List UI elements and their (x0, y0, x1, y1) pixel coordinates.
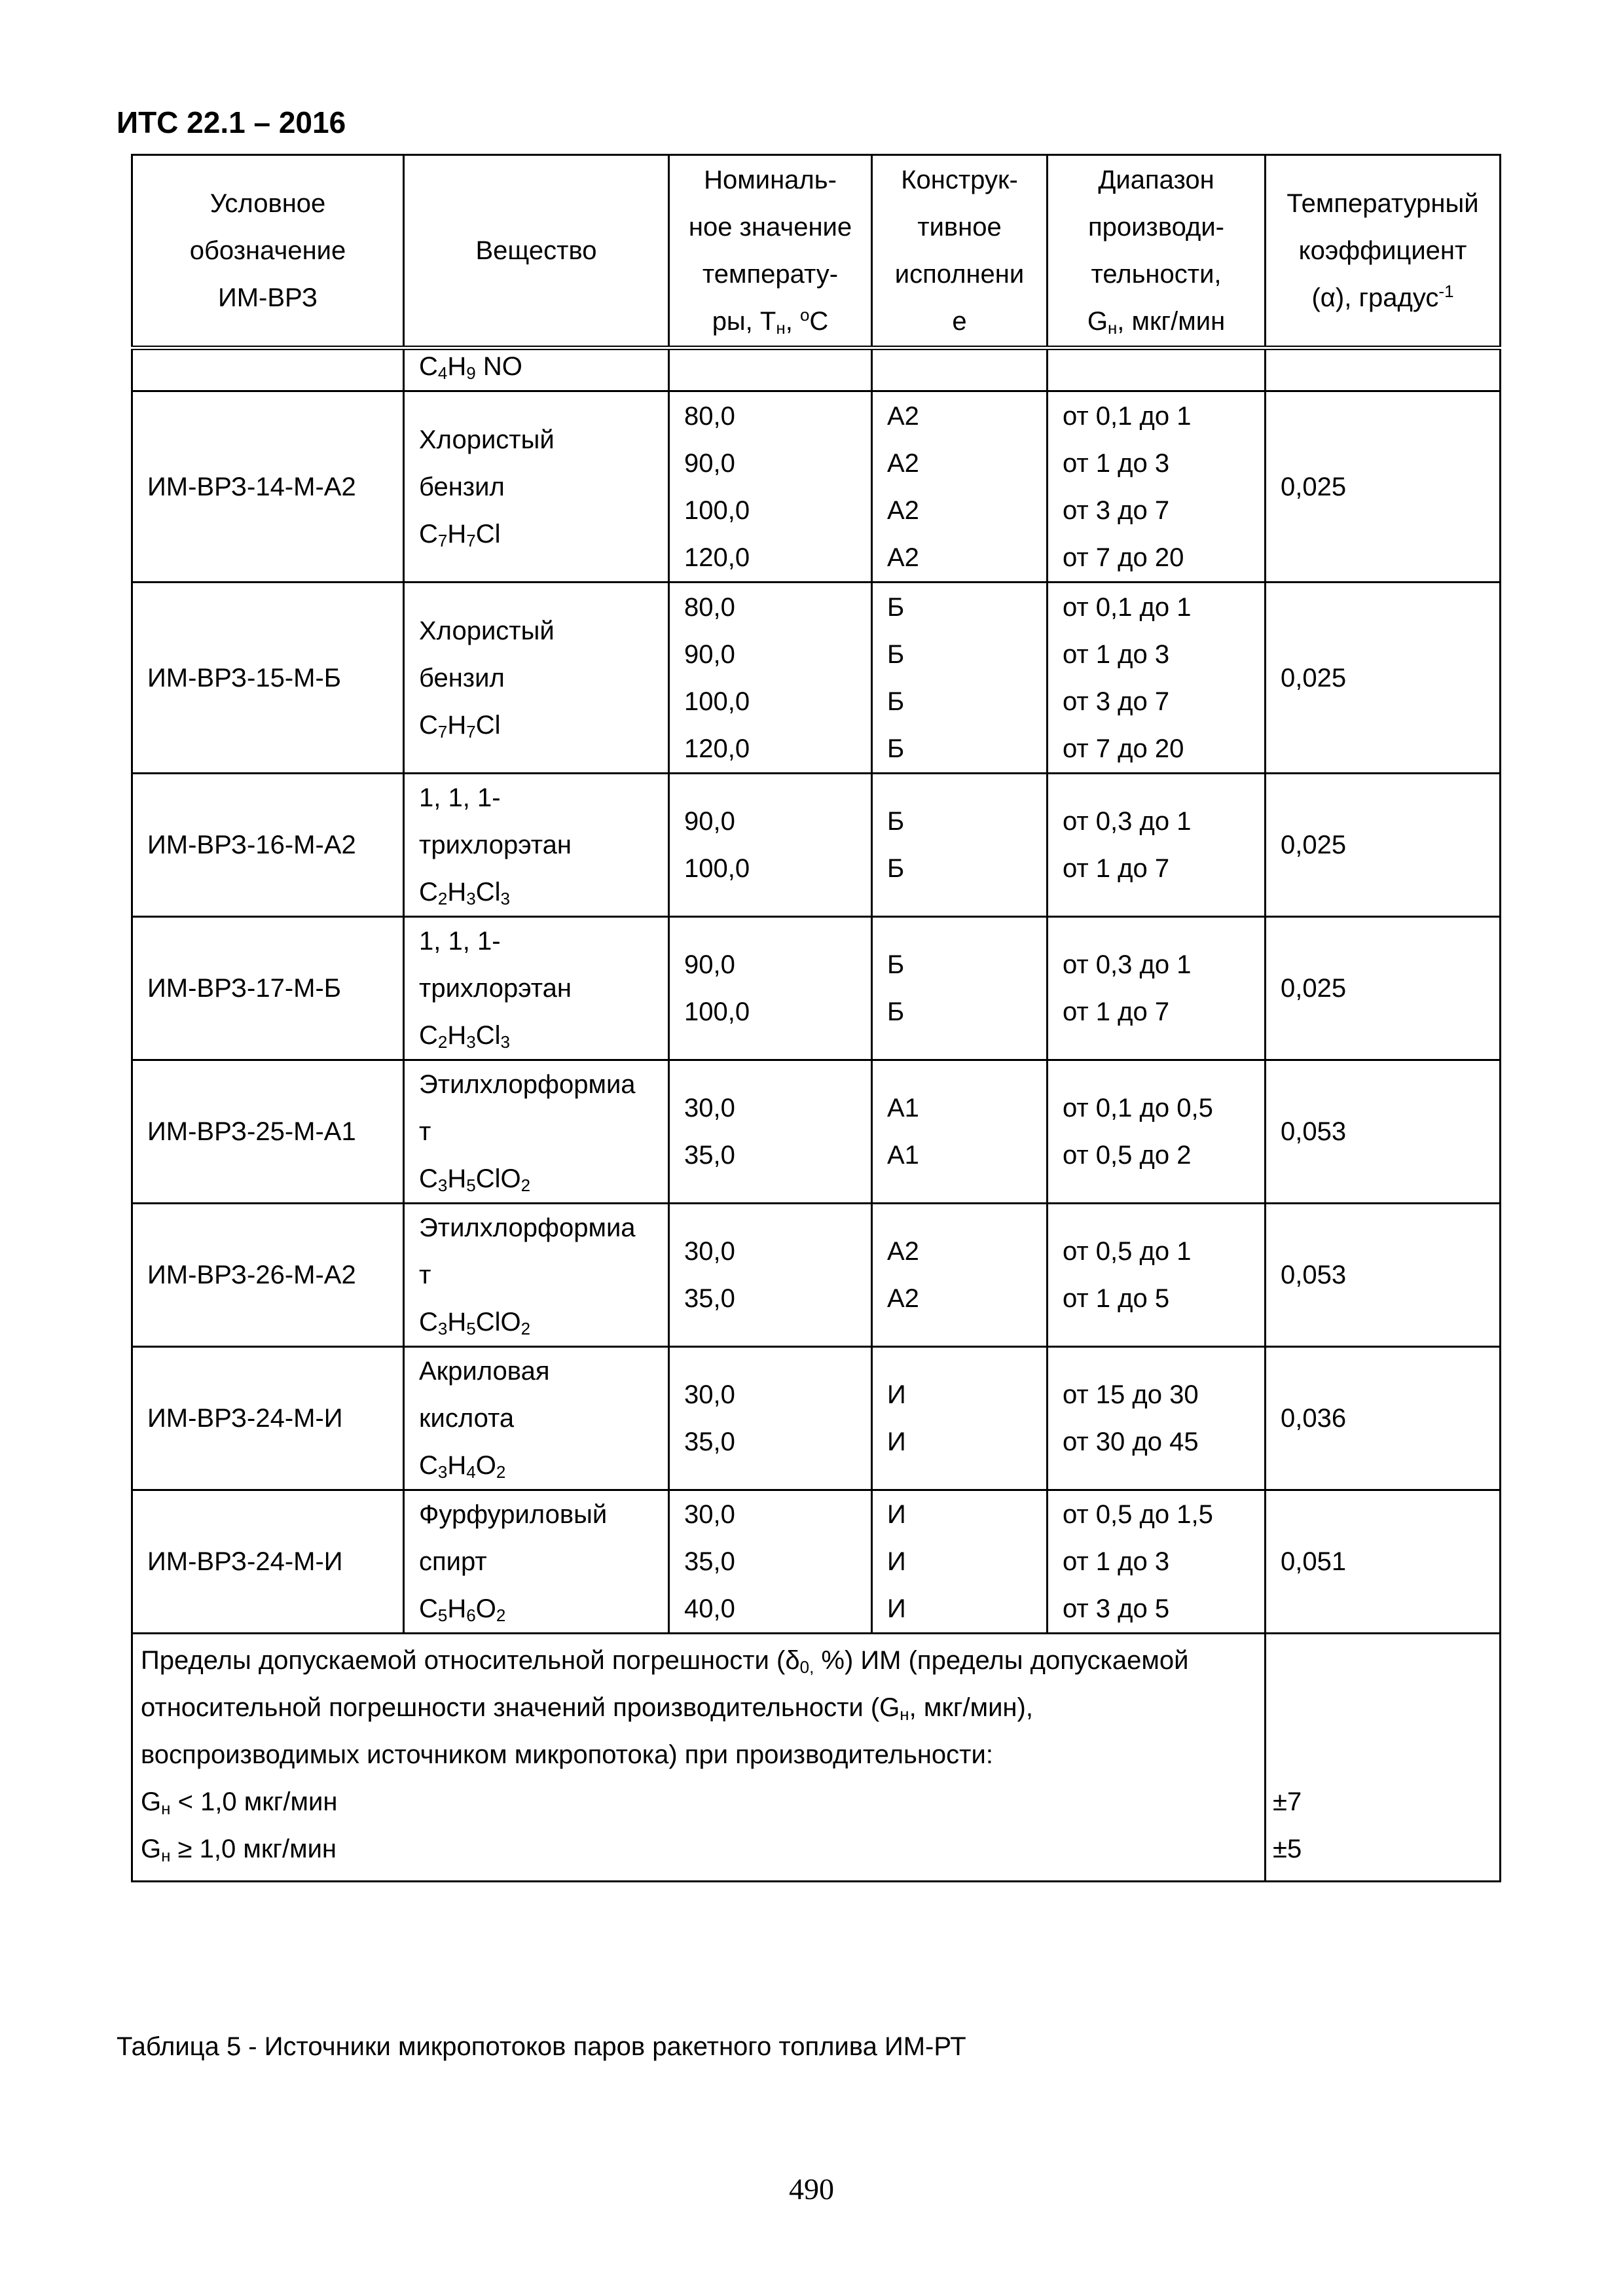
temperature-value: 90,0 (684, 639, 735, 669)
continuation-row (132, 348, 1501, 391)
design-value: А2 (887, 543, 919, 572)
designation-cell: ИМ-ВРЗ-14-М-А2 (132, 391, 404, 583)
footer-condition (141, 1778, 1250, 1825)
footer-text-part: %) ИМ (пределы допускаемой (814, 1646, 1189, 1675)
temperature-value: 90,0 (684, 807, 735, 836)
design-cell (872, 1060, 1048, 1204)
formula-part: C (419, 1021, 438, 1050)
footer-note (132, 1634, 1266, 1882)
range-cell (1048, 391, 1266, 583)
design-value: И (887, 1594, 906, 1623)
header-temperature-part: ры, Т (712, 307, 776, 336)
header-row (132, 155, 1501, 348)
formula-part: Cl (475, 878, 501, 906)
formula-part: C (419, 1308, 438, 1336)
header-temperature-part: С (809, 307, 829, 336)
temperature-value: 35,0 (684, 1427, 735, 1456)
formula-part: H (447, 352, 467, 381)
design-value: А2 (887, 1237, 919, 1266)
temperature-value: 100,0 (684, 997, 750, 1026)
range-value: от 0,5 до 1,5 (1063, 1500, 1213, 1529)
formula-sub: 5 (466, 1175, 476, 1195)
footer-text-part: G (141, 1787, 162, 1816)
footer-sub: 0, (799, 1657, 814, 1677)
formula-sub: 3 (466, 1032, 476, 1052)
designation-cell: ИМ-ВРЗ-24-М-И (132, 1347, 404, 1490)
substance-formula (419, 1155, 653, 1202)
substance-name-line: 1, 1, 1- (419, 927, 501, 956)
substance-name-line: Этилхлорформиа (419, 1213, 636, 1242)
formula-part: Cl (475, 519, 501, 548)
substance-formula (419, 869, 653, 916)
formula-part: C (419, 352, 438, 381)
temperature-value: 40,0 (684, 1594, 735, 1623)
substance-name-line: Хлористый (419, 616, 555, 645)
formula-sub: 9 (466, 363, 476, 383)
design-value: И (887, 1380, 906, 1409)
formula-part: H (447, 1594, 467, 1623)
header-designation-line: ИМ-ВРЗ (217, 283, 318, 312)
header-temperature-sub: н (776, 318, 786, 338)
substance-cell (404, 774, 669, 917)
formula-sub: 3 (500, 1032, 510, 1052)
range-cell (1048, 1060, 1266, 1204)
cell (132, 348, 404, 391)
designation-cell: ИМ-ВРЗ-25-М-А1 (132, 1060, 404, 1204)
header-temperature-line: температу- (702, 260, 839, 289)
header-design-line: е (952, 307, 967, 336)
formula-part: ClO (475, 1164, 521, 1193)
coefficient-cell: 0,053 (1266, 1060, 1501, 1204)
design-value: И (887, 1500, 906, 1529)
temperature-value: 35,0 (684, 1141, 735, 1170)
coefficient-cell: 0,051 (1266, 1490, 1501, 1634)
range-value: от 15 до 30 (1063, 1380, 1199, 1409)
formula-sub: 2 (520, 1175, 531, 1195)
design-value: А2 (887, 495, 919, 525)
table-row (132, 1490, 1501, 1634)
design-value: Б (887, 807, 905, 836)
formula-part: H (447, 519, 467, 548)
range-value: от 0,3 до 1 (1063, 950, 1192, 979)
design-value: Б (887, 854, 905, 883)
range-value: от 1 до 5 (1063, 1284, 1170, 1313)
design-cell (872, 917, 1048, 1060)
substance-name-line: Акриловая (419, 1357, 550, 1386)
temperature-value: 90,0 (684, 448, 735, 478)
substance-name-line: трихлорэтан (419, 831, 572, 859)
footer-text-part: , мкг/мин), (909, 1693, 1033, 1722)
range-value: от 1 до 3 (1063, 1547, 1170, 1576)
coefficient-cell: 0,025 (1266, 774, 1501, 917)
range-value: от 7 до 20 (1063, 734, 1184, 763)
header-coefficient-line: коэффициент (1298, 236, 1467, 265)
formula-part: H (447, 878, 467, 906)
temperature-value: 30,0 (684, 1380, 735, 1409)
design-cell (872, 1204, 1048, 1347)
formula-sub: 3 (437, 1175, 448, 1195)
formula-sub: 3 (437, 1462, 448, 1482)
temperature-cell (669, 1347, 872, 1490)
temperature-cell (669, 774, 872, 917)
temperature-cell (669, 391, 872, 583)
header-temperature-line: Номиналь- (704, 166, 837, 194)
substance-formula (419, 511, 653, 558)
range-value: от 1 до 3 (1063, 639, 1170, 669)
footer-line (141, 1637, 1250, 1684)
header-designation-line: Условное (210, 189, 326, 218)
continuation-formula (404, 348, 669, 391)
design-value: Б (887, 997, 905, 1026)
header-range-line: Диапазон (1098, 166, 1214, 194)
header-range (1048, 155, 1266, 348)
formula-sub: 4 (437, 363, 448, 383)
design-value: Б (887, 950, 905, 979)
footer-condition (141, 1825, 1250, 1873)
range-value: от 1 до 3 (1063, 448, 1170, 478)
table-row (132, 1347, 1501, 1490)
coefficient-cell: 0,036 (1266, 1347, 1501, 1490)
formula-sub: 5 (437, 1605, 448, 1625)
substance-name-line: кислота (419, 1404, 515, 1433)
substance-cell (404, 1204, 669, 1347)
design-value: А2 (887, 448, 919, 478)
sources-table (131, 154, 1501, 1882)
coefficient-cell: 0,025 (1266, 917, 1501, 1060)
substance-cell (404, 1347, 669, 1490)
formula-sub: 7 (437, 721, 448, 742)
temperature-value: 30,0 (684, 1094, 735, 1122)
header-temperature-line (675, 298, 866, 345)
range-value: от 0,1 до 1 (1063, 401, 1192, 431)
substance-name-line: т (419, 1117, 431, 1146)
range-value: от 3 до 5 (1063, 1594, 1170, 1623)
formula-sub: 2 (520, 1319, 531, 1338)
formula-part: C (419, 1451, 438, 1480)
substance-name-line: 1, 1, 1- (419, 783, 501, 812)
table-row (132, 774, 1501, 917)
designation-cell: ИМ-ВРЗ-24-М-И (132, 1490, 404, 1634)
design-cell (872, 1490, 1048, 1634)
header-coefficient (1266, 155, 1501, 348)
formula-sub: 3 (437, 1319, 448, 1338)
temperature-value: 120,0 (684, 543, 750, 572)
substance-formula (419, 1442, 653, 1489)
design-cell (872, 583, 1048, 774)
formula-part: ClO (475, 1308, 521, 1336)
header-coefficient-part: (α), градус (1311, 283, 1439, 312)
design-value: Б (887, 639, 905, 669)
substance-cell (404, 1490, 669, 1634)
designation-cell: ИМ-ВРЗ-17-М-Б (132, 917, 404, 1060)
range-cell (1048, 1204, 1266, 1347)
substance-name-line: трихлорэтан (419, 974, 572, 1003)
temperature-value: 100,0 (684, 854, 750, 883)
range-cell (1048, 1490, 1266, 1634)
header-range-line (1053, 298, 1259, 345)
substance-cell (404, 917, 669, 1060)
footer-sub: н (161, 1799, 171, 1818)
designation-cell: ИМ-ВРЗ-15-М-Б (132, 583, 404, 774)
range-value: от 3 до 7 (1063, 495, 1170, 525)
footer-text-part: Пределы допускаемой относительной погрешности (δ (141, 1646, 800, 1675)
footer-text-part: ≥ 1,0 мкг/мин (170, 1835, 337, 1863)
cell (1048, 348, 1266, 391)
temperature-cell (669, 583, 872, 774)
footer-row (132, 1634, 1501, 1882)
formula-sub: 6 (466, 1605, 476, 1625)
substance-name-line: бензил (419, 472, 505, 501)
substance-cell (404, 583, 669, 774)
design-value: А1 (887, 1141, 919, 1170)
formula-sub: 7 (466, 721, 476, 742)
design-value: Б (887, 734, 905, 763)
formula-part: Cl (475, 1021, 501, 1050)
footer-line: воспроизводимых источником микропотока) при производительности: (141, 1740, 993, 1769)
temperature-value: 30,0 (684, 1500, 735, 1529)
footer-text-part: относительной погрешности значений производительности (G (141, 1693, 900, 1722)
substance-name-line: т (419, 1261, 431, 1289)
footer-value: ±5 (1273, 1835, 1302, 1863)
coefficient-cell: 0,025 (1266, 391, 1501, 583)
temperature-value: 80,0 (684, 592, 735, 622)
formula-sub: 4 (466, 1462, 476, 1482)
formula-sub: 3 (466, 889, 476, 908)
substance-formula (419, 1585, 653, 1632)
range-cell (1048, 774, 1266, 917)
header-temperature-part: , (785, 307, 800, 336)
substance-formula (419, 1299, 653, 1346)
formula-part: H (447, 1021, 467, 1050)
header-range-part: G (1087, 307, 1108, 336)
substance-name-line: Этилхлорформиа (419, 1070, 636, 1099)
temperature-value: 90,0 (684, 950, 735, 979)
temperature-cell (669, 1060, 872, 1204)
cell (1266, 348, 1501, 391)
footer-spacer (1273, 1637, 1485, 1778)
header-temperature (669, 155, 872, 348)
temperature-value: 35,0 (684, 1284, 735, 1313)
temperature-value: 30,0 (684, 1237, 735, 1266)
footer-value: ±7 (1273, 1787, 1302, 1816)
range-value: от 1 до 7 (1063, 854, 1170, 883)
header-range-line: тельности, (1091, 260, 1222, 289)
header-temperature-line: ное значение (688, 213, 852, 242)
header-coefficient-line: Температурный (1286, 189, 1479, 218)
header-substance-text: Вещество (475, 236, 597, 265)
header-design-line: исполнени (894, 260, 1025, 289)
temperature-cell (669, 1490, 872, 1634)
table-caption: Таблица 5 - Источники микропотоков паров ракетного топлива ИМ-РТ (117, 2032, 966, 2061)
header-temperature-sup: о (799, 305, 810, 325)
formula-sub: 2 (496, 1462, 506, 1482)
footer-text-part: < 1,0 мкг/мин (170, 1787, 338, 1816)
design-value: И (887, 1427, 906, 1456)
formula-part: H (447, 710, 467, 740)
design-cell (872, 391, 1048, 583)
substance-cell (404, 391, 669, 583)
header-designation-line: обозначение (189, 236, 346, 265)
header-range-part: , мкг/мин (1117, 307, 1226, 336)
header-range-sub: н (1107, 318, 1118, 338)
footer-values (1266, 1634, 1501, 1882)
formula-sub: 2 (437, 1032, 448, 1052)
footer-text-part: G (141, 1835, 162, 1863)
formula-part: C (419, 519, 438, 548)
designation-cell: ИМ-ВРЗ-16-М-А2 (132, 774, 404, 917)
footer-line (141, 1684, 1250, 1731)
header-design (872, 155, 1048, 348)
header-design-line: тивное (917, 213, 1002, 242)
range-cell (1048, 1347, 1266, 1490)
formula-part: H (447, 1451, 467, 1480)
formula-part: C (419, 1594, 438, 1623)
table-row (132, 391, 1501, 583)
formula-part: O (475, 1451, 496, 1480)
substance-formula (419, 702, 653, 749)
range-value: от 30 до 45 (1063, 1427, 1199, 1456)
temperature-value: 80,0 (684, 401, 735, 431)
formula-sub: 2 (437, 889, 448, 908)
substance-cell (404, 1060, 669, 1204)
coefficient-cell: 0,025 (1266, 583, 1501, 774)
cell (669, 348, 872, 391)
formula-sub: 3 (500, 889, 510, 908)
design-value: А2 (887, 401, 919, 431)
substance-name-line: бензил (419, 663, 505, 692)
formula-part: H (447, 1308, 467, 1336)
header-coefficient-line (1271, 274, 1494, 321)
range-cell (1048, 583, 1266, 774)
header-range-line: производи- (1087, 213, 1224, 242)
header-design-line: Конструк- (901, 166, 1018, 194)
footer-sub: н (161, 1846, 171, 1865)
range-value: от 0,1 до 1 (1063, 592, 1192, 622)
range-cell (1048, 917, 1266, 1060)
temperature-value: 120,0 (684, 734, 750, 763)
table-row (132, 1060, 1501, 1204)
range-value: от 1 до 7 (1063, 997, 1170, 1026)
formula-part: H (447, 1164, 467, 1193)
range-value: от 3 до 7 (1063, 687, 1170, 716)
coefficient-cell: 0,053 (1266, 1204, 1501, 1347)
table-row (132, 917, 1501, 1060)
design-value: А2 (887, 1284, 919, 1313)
table-row (132, 583, 1501, 774)
design-cell (872, 774, 1048, 917)
range-value: от 7 до 20 (1063, 543, 1184, 572)
temperature-value: 100,0 (684, 687, 750, 716)
header-coefficient-sup: -1 (1438, 281, 1454, 301)
temperature-cell (669, 1204, 872, 1347)
formula-part: O (475, 1594, 496, 1623)
range-value: от 0,5 до 2 (1063, 1141, 1192, 1170)
designation-cell: ИМ-ВРЗ-26-М-А2 (132, 1204, 404, 1347)
temperature-value: 35,0 (684, 1547, 735, 1576)
cell (872, 348, 1048, 391)
range-value: от 0,1 до 0,5 (1063, 1094, 1213, 1122)
formula-part: C (419, 1164, 438, 1193)
temperature-cell (669, 917, 872, 1060)
substance-name-line: Хлористый (419, 425, 555, 454)
formula-part: Cl (475, 710, 501, 740)
formula-sub: 7 (437, 530, 448, 550)
temperature-value: 100,0 (684, 495, 750, 525)
substance-formula (419, 1012, 653, 1059)
formula-part: C (419, 878, 438, 906)
substance-name-line: Фурфуриловый (419, 1500, 608, 1529)
table-row (132, 1204, 1501, 1347)
formula-sub: 2 (496, 1605, 506, 1625)
header-substance (404, 155, 669, 348)
design-cell (872, 1347, 1048, 1490)
range-value: от 0,5 до 1 (1063, 1237, 1192, 1266)
range-value: от 0,3 до 1 (1063, 807, 1192, 836)
substance-name-line: спирт (419, 1547, 487, 1576)
formula-part: C (419, 710, 438, 740)
footer-sub: н (900, 1704, 909, 1724)
design-value: И (887, 1547, 906, 1576)
formula-sub: 5 (466, 1319, 476, 1338)
formula-sub: 7 (466, 530, 476, 550)
document-code: ИТС 22.1 – 2016 (117, 105, 346, 139)
formula-part: NO (475, 352, 522, 381)
design-value: Б (887, 687, 905, 716)
page-number: 490 (789, 2172, 834, 2206)
design-value: А1 (887, 1094, 919, 1122)
design-value: Б (887, 592, 905, 622)
header-designation (132, 155, 404, 348)
